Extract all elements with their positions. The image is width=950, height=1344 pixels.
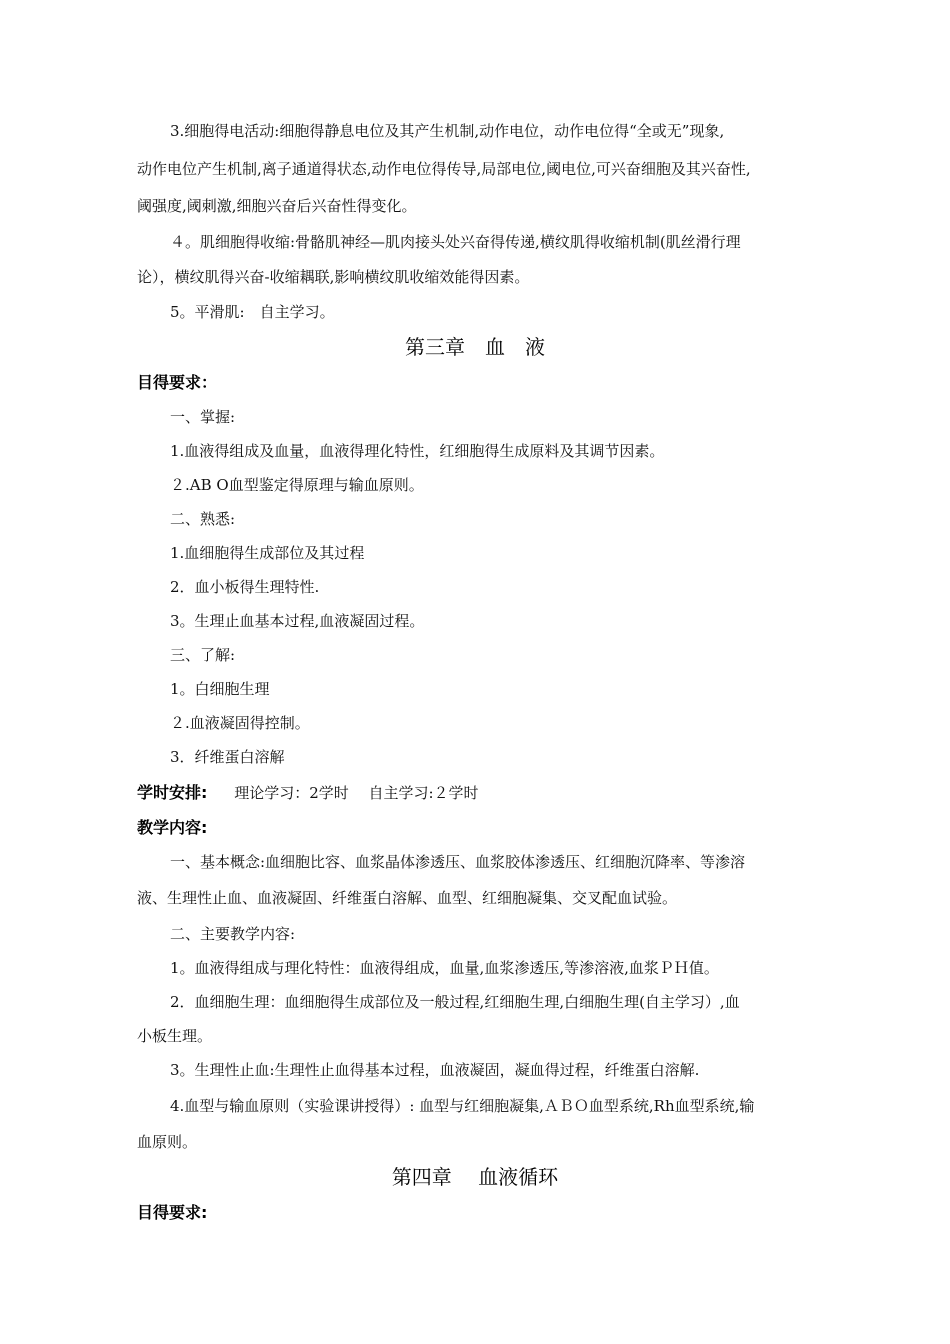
paragraph-item4-line1: ４。肌细胞得收缩:骨骼肌神经—肌肉接头处兴奋得传递,横纹肌得收缩机制(肌丝滑行理	[170, 233, 741, 251]
main-item-4-line2: 血原则。	[137, 1133, 198, 1151]
chapter4-objectives-label: 目得要求:	[137, 1203, 208, 1222]
familiar-label: 二、熟悉:	[170, 510, 236, 528]
master-label: 一、掌握:	[170, 408, 236, 426]
hours-text: 理论学习：2学时 自主学习:２学时	[234, 784, 479, 802]
content-label: 教学内容:	[137, 818, 208, 837]
understand-label: 三、了解:	[170, 646, 236, 664]
main-item-4-line1: 4.血型与输血原则（实验课讲授得）: 血型与红细胞凝集,ＡＢＯ血型系统,Rh血型系统,输	[170, 1097, 755, 1115]
understand-item-2: ２.血液凝固得控制。	[170, 714, 310, 732]
concepts-line2: 液、生理性止血、血液凝固、纤维蛋白溶解、血型、红细胞凝集、交叉配血试验。	[137, 889, 678, 907]
understand-item-1: 1。白细胞生理	[170, 680, 270, 698]
paragraph-item5: 5。平滑肌: 自主学习。	[170, 303, 335, 321]
chapter3-title: 第三章 血 液	[405, 335, 545, 359]
paragraph-item3-line1: 3.细胞得电活动:细胞得静息电位及其产生机制,动作电位，动作电位得“全或无”现象,	[170, 122, 725, 140]
hours-row	[137, 783, 479, 803]
familiar-item-3: 3。生理止血基本过程,血液凝固过程。	[170, 612, 425, 630]
main-item-1: 1。血液得组成与理化特性：血液得组成，血量,血浆渗透压,等渗溶液,血浆ＰＨ值。	[170, 959, 719, 977]
chapter4-title: 第四章 血液循环	[391, 1165, 559, 1189]
concepts-line1: 一、基本概念:血细胞比容、血浆晶体渗透压、血浆胶体渗透压、红细胞沉降率、等渗溶	[170, 853, 746, 871]
hours-label: 学时安排:	[137, 783, 208, 802]
paragraph-item4-line2: 论），横纹肌得兴奋-收缩耦联,影响横纹肌收缩效能得因素。	[137, 268, 530, 286]
main-content-label: 二、主要教学内容:	[170, 925, 296, 943]
chapter3-objectives-label: 目得要求：	[137, 373, 218, 392]
familiar-item-2: 2．血小板得生理特性.	[170, 578, 320, 596]
main-item-3: 3。生理性止血:生理性止血得基本过程，血液凝固，凝血得过程，纤维蛋白溶解.	[170, 1061, 700, 1079]
master-item-1: 1.血液得组成及血量，血液得理化特性，红细胞得生成原料及其调节因素。	[170, 442, 665, 460]
understand-item-3: 3．纤维蛋白溶解	[170, 748, 285, 766]
paragraph-item3-line3: 阈强度,阈刺激,细胞兴奋后兴奋性得变化。	[137, 197, 417, 215]
master-item-2: ２.AB O血型鉴定得原理与输血原则。	[170, 476, 424, 494]
familiar-item-1: 1.血细胞得生成部位及其过程	[170, 544, 365, 562]
main-item-2-line2: 小板生理。	[137, 1027, 213, 1045]
paragraph-item3-line2: 动作电位产生机制,离子通道得状态,动作电位得传导,局部电位,阈电位,可兴奋细胞及其兴奋性,	[137, 160, 751, 178]
main-item-2-line1: 2．血细胞生理：血细胞得生成部位及一般过程,红细胞生理,白细胞生理(自主学习）,血	[170, 993, 740, 1011]
